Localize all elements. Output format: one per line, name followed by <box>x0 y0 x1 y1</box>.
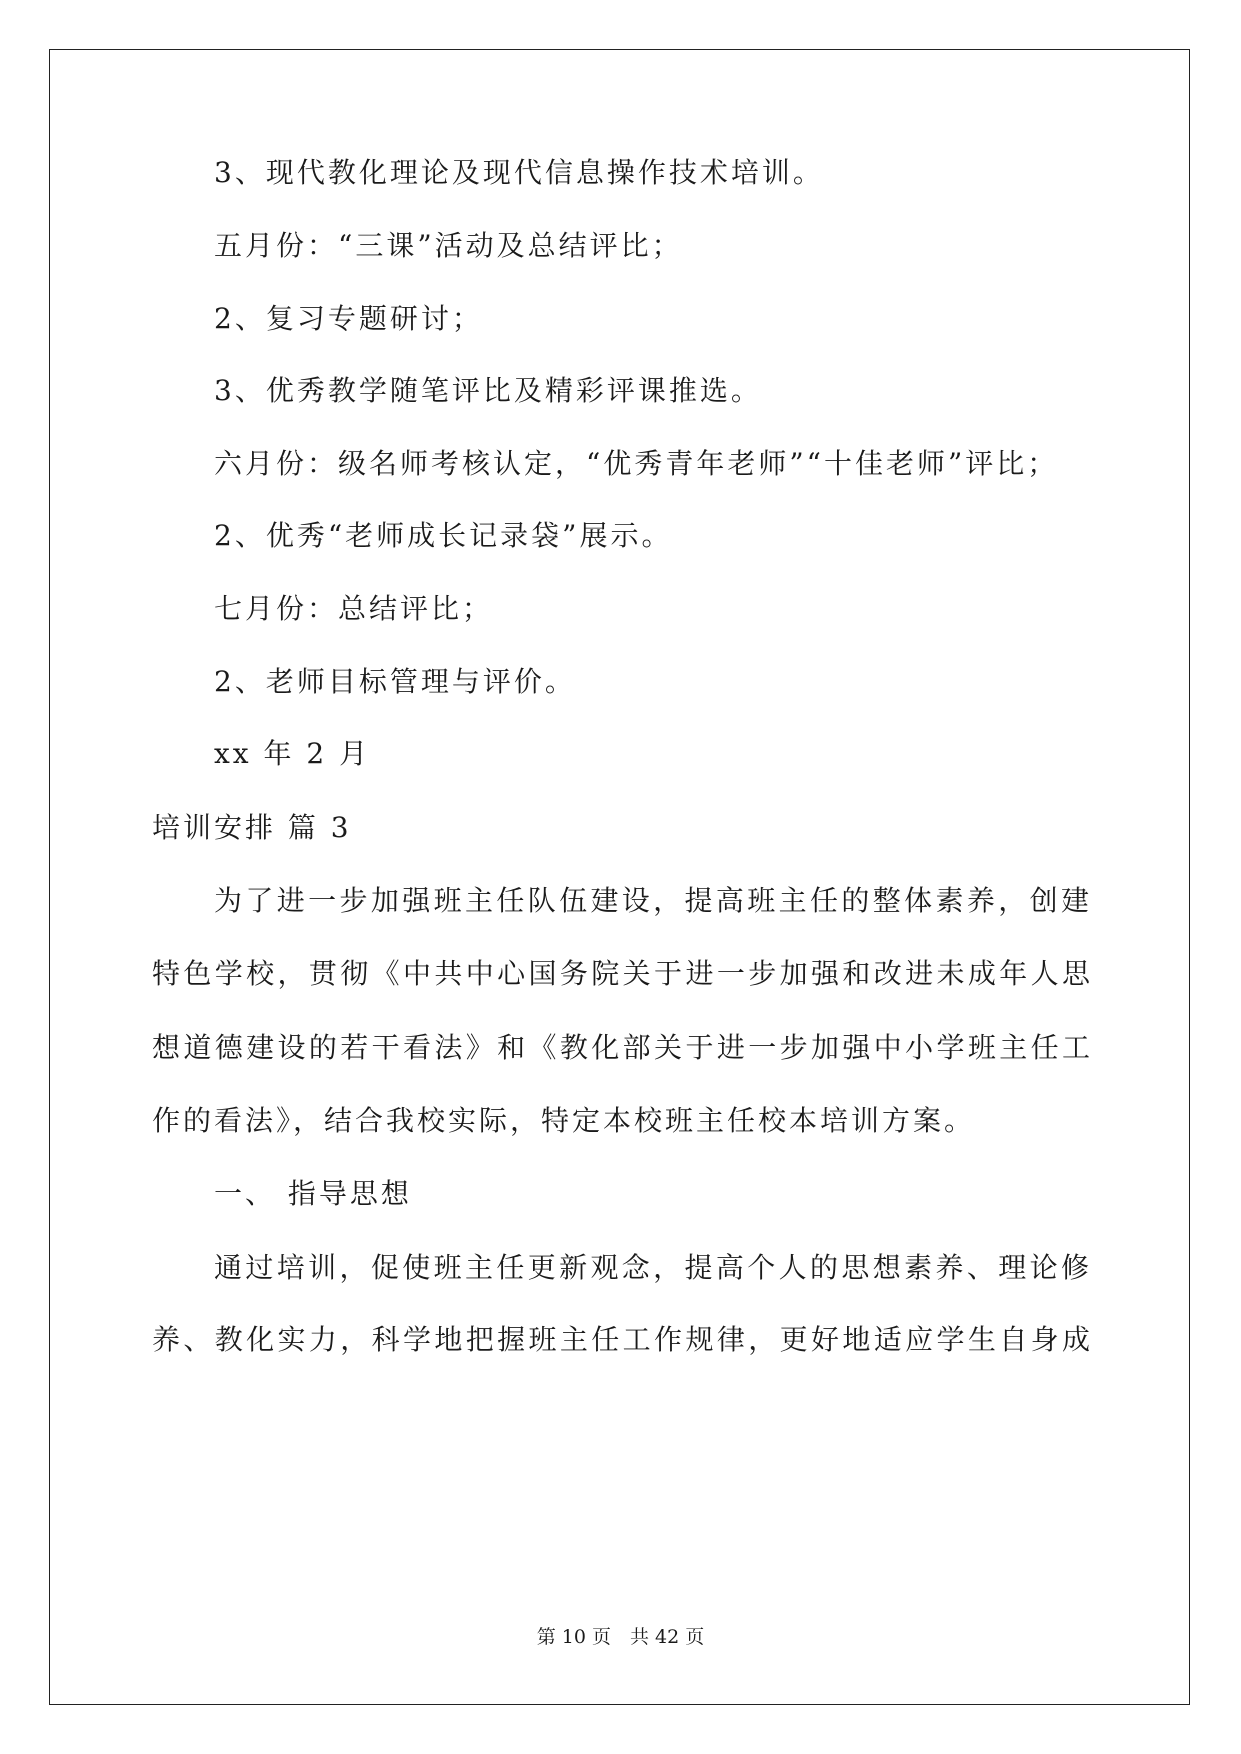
paragraph-line: 2、复习专题研讨； <box>214 302 483 335</box>
paragraph-line: 作的看法》，结合我校实际，特定本校班主任校本培训方案。 <box>152 1104 976 1137</box>
paragraph-line: 养、教化实力，科学地把握班主任工作规律，更好地适应学生自身成 <box>152 1323 1092 1356</box>
page-number-footer: 第 10 页 共 42 页 <box>536 1626 705 1648</box>
paragraph-line: 六月份：级名师考核认定，“优秀青年老师”“十佳老师”评比； <box>214 447 1059 480</box>
paragraph-line: 想道德建设的若干看法》和《教化部关于进一步加强中小学班主任工 <box>152 1031 1092 1064</box>
paragraph-line: 通过培训，促使班主任更新观念，提高个人的思想素养、理论修 <box>214 1251 1092 1284</box>
paragraph-line: 3、优秀教学随笔评比及精彩评课推选。 <box>214 374 762 407</box>
paragraph-line: 特色学校，贯彻《中共中心国务院关于进一步加强和改进未成年人思 <box>152 957 1092 990</box>
paragraph-line: 五月份：“三课”活动及总结评比； <box>214 229 683 262</box>
subsection-heading: 一、 指导思想 <box>214 1177 412 1210</box>
page-border <box>49 49 1190 1705</box>
paragraph-line: 2、老师目标管理与评价。 <box>214 665 576 698</box>
paragraph-line: 为了进一步加强班主任队伍建设，提高班主任的整体素养，创建 <box>214 884 1092 917</box>
date-line: xx 年 2 月 <box>214 737 371 770</box>
section-heading: 培训安排 篇 3 <box>152 811 352 844</box>
paragraph-line: 3、现代教化理论及现代信息操作技术培训。 <box>214 156 824 189</box>
paragraph-line: 2、优秀“老师成长记录袋”展示。 <box>214 519 673 552</box>
paragraph-line: 七月份：总结评比； <box>214 592 494 625</box>
